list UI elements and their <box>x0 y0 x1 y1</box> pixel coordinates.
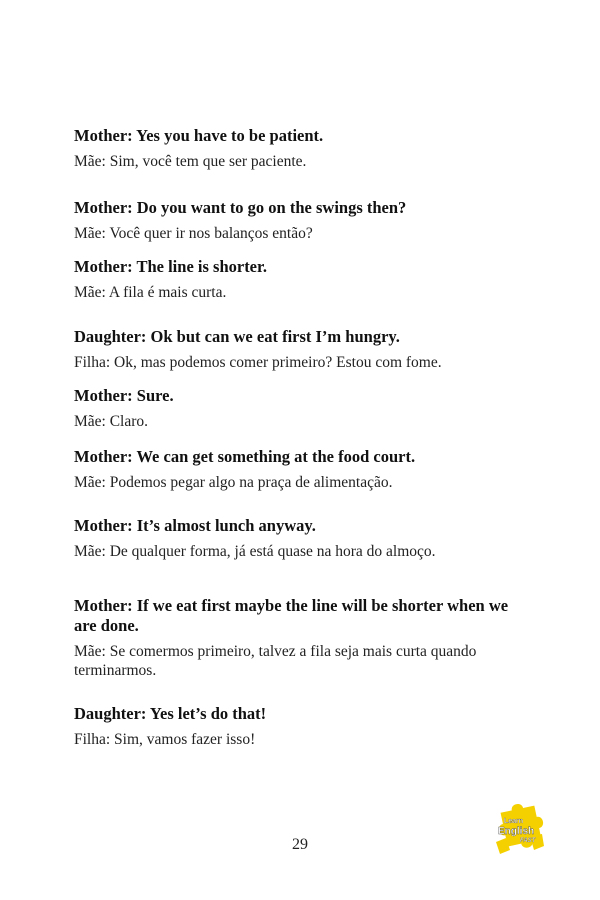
portuguese-line: Mãe: Podemos pegar algo na praça de alimentação. <box>74 474 393 491</box>
dialogue-entry <box>74 516 534 561</box>
page-number: 29 <box>292 836 308 853</box>
portuguese-line: Mãe: Você quer ir nos balanços então? <box>74 225 313 242</box>
logo-text-english: English <box>498 826 535 837</box>
english-line: Mother: It’s almost lunch anyway. <box>74 516 316 535</box>
english-line: Mother: The line is shorter. <box>74 257 267 276</box>
logo-text-fast: FAST <box>520 838 536 844</box>
portuguese-line: Mãe: A fila é mais curta. <box>74 284 227 301</box>
english-line: Daughter: Ok but can we eat first I’m hungry. <box>74 327 400 346</box>
portuguese-line: Mãe: Sim, você tem que ser paciente. <box>74 153 307 170</box>
logo-text-learn: Learn <box>504 818 524 825</box>
portuguese-line: Mãe: Claro. <box>74 413 149 430</box>
dialogue-entry <box>74 198 534 243</box>
dialogue-entry <box>74 327 534 372</box>
portuguese-line: Filha: Sim, vamos fazer isso! <box>74 731 256 748</box>
dialogue-entry <box>74 447 534 492</box>
english-line: Mother: Sure. <box>74 386 174 405</box>
portuguese-line: Mãe: Se comermos primeiro, talvez a fila seja mais curta quando terminarmos. <box>74 643 477 679</box>
english-line: Mother: Yes you have to be patient. <box>74 126 324 145</box>
english-line: Mother: If we eat first maybe the line will be shorter when we are done. <box>74 596 509 635</box>
english-line: Mother: We can get something at the food court. <box>74 447 416 466</box>
portuguese-line: Filha: Ok, mas podemos comer primeiro? Estou com fome. <box>74 354 442 371</box>
dialogue-entry <box>74 596 534 680</box>
dialogue-entry <box>74 704 534 749</box>
dialogue-entry <box>74 386 534 431</box>
learn-english-fast-logo <box>490 796 550 860</box>
portuguese-line: Mãe: De qualquer forma, já está quase na hora do almoço. <box>74 543 436 560</box>
dialogue-entry <box>74 257 534 302</box>
english-line: Mother: Do you want to go on the swings then? <box>74 198 407 217</box>
dialogue-entry <box>74 126 534 171</box>
english-line: Daughter: Yes let’s do that! <box>74 704 267 723</box>
